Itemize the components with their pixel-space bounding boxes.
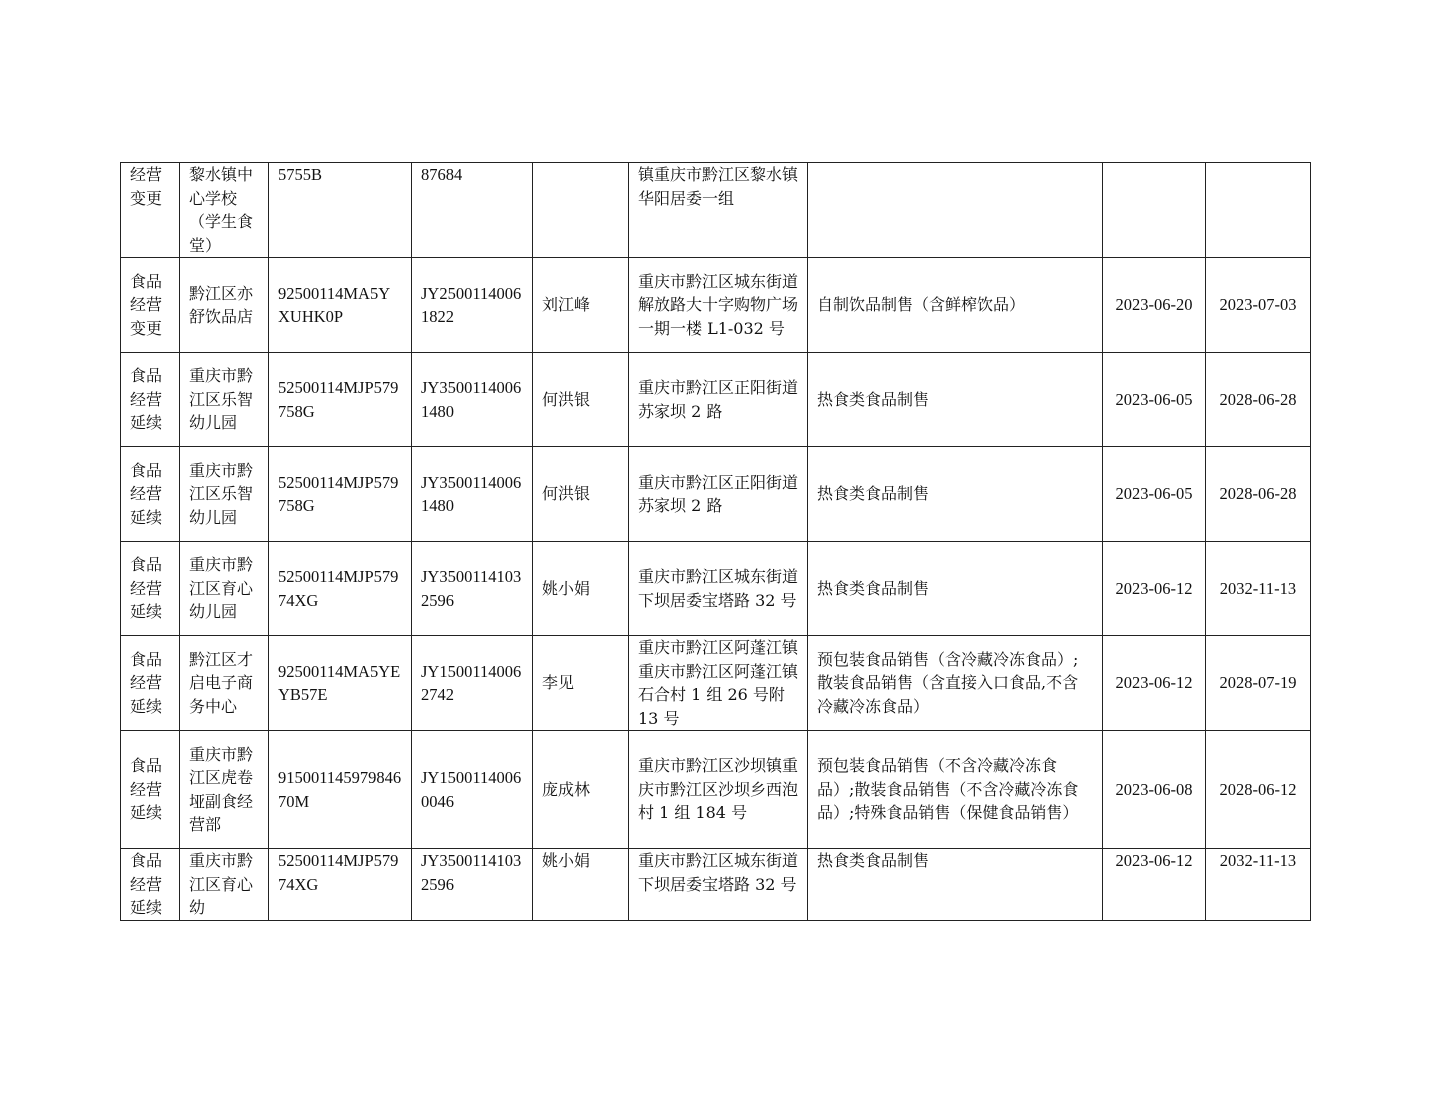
name-cell: 黎水镇中心学校（学生食堂） [180, 163, 269, 258]
credit-code-cell: 52500114MJP57974XG [269, 542, 412, 636]
person-cell: 何洪银 [533, 447, 629, 542]
address-cell: 重庆市黔江区城东街道解放路大十字购物广场一期一楼 L1-032 号 [629, 258, 808, 353]
person-cell: 姚小娟 [533, 542, 629, 636]
person-cell [533, 163, 629, 258]
type-cell: 食品经营延续 [121, 542, 180, 636]
issue-date-cell: 2023-06-05 [1103, 353, 1206, 447]
address-cell: 重庆市黔江区正阳街道苏家坝 2 路 [629, 447, 808, 542]
issue-date-cell: 2023-06-08 [1103, 731, 1206, 849]
name-cell: 黔江区亦舒饮品店 [180, 258, 269, 353]
person-cell: 刘江峰 [533, 258, 629, 353]
table-row [121, 163, 1311, 258]
issue-date-cell: 2023-06-12 [1103, 542, 1206, 636]
issue-date-cell [1103, 163, 1206, 258]
type-cell: 食品经营变更 [121, 258, 180, 353]
license-no-cell: JY35001140061480 [412, 353, 533, 447]
scope-cell: 预包装食品销售（含冷藏冷冻食品）;散装食品销售（含直接入口食品,不含冷藏冷冻食品） [808, 636, 1103, 731]
type-cell: 食品经营延续 [121, 849, 180, 921]
scope-cell: 热食类食品制售 [808, 353, 1103, 447]
address-cell: 镇重庆市黔江区黎水镇华阳居委一组 [629, 163, 808, 258]
license-no-cell: JY35001141032596 [412, 542, 533, 636]
license-no-cell: 87684 [412, 163, 533, 258]
expiry-date-cell [1206, 163, 1311, 258]
credit-code-cell: 92500114MA5YXUHK0P [269, 258, 412, 353]
type-cell: 食品经营延续 [121, 636, 180, 731]
license-no-cell: JY35001141032596 [412, 849, 533, 921]
license-no-cell: JY25001140061822 [412, 258, 533, 353]
name-cell: 黔江区才启电子商务中心 [180, 636, 269, 731]
scope-cell: 自制饮品制售（含鲜榨饮品） [808, 258, 1103, 353]
name-cell: 重庆市黔江区乐智幼儿园 [180, 353, 269, 447]
expiry-date-cell: 2028-06-28 [1206, 447, 1311, 542]
expiry-date-cell: 2028-06-28 [1206, 353, 1311, 447]
license-no-cell: JY15001140062742 [412, 636, 533, 731]
address-cell: 重庆市黔江区正阳街道苏家坝 2 路 [629, 353, 808, 447]
scope-cell: 热食类食品制售 [808, 542, 1103, 636]
table-row [121, 731, 1311, 849]
expiry-date-cell: 2032-11-13 [1206, 542, 1311, 636]
issue-date-cell: 2023-06-05 [1103, 447, 1206, 542]
expiry-date-cell: 2023-07-03 [1206, 258, 1311, 353]
credit-code-cell: 92500114MA5YEYB57E [269, 636, 412, 731]
license-no-cell: JY15001140060046 [412, 731, 533, 849]
person-cell: 姚小娟 [533, 849, 629, 921]
issue-date-cell: 2023-06-20 [1103, 258, 1206, 353]
table-row [121, 542, 1311, 636]
name-cell: 重庆市黔江区育心幼 [180, 849, 269, 921]
type-cell: 食品经营延续 [121, 447, 180, 542]
expiry-date-cell: 2032-11-13 [1206, 849, 1311, 921]
credit-code-cell: 52500114MJP579758G [269, 353, 412, 447]
table-row [121, 258, 1311, 353]
credit-code-cell: 52500114MJP579758G [269, 447, 412, 542]
person-cell: 庞成林 [533, 731, 629, 849]
scope-cell: 预包装食品销售（不含冷藏冷冻食品）;散装食品销售（不含冷藏冷冻食品）;特殊食品销售（保健食品销售） [808, 731, 1103, 849]
type-cell: 食品经营延续 [121, 353, 180, 447]
type-cell: 食品经营延续 [121, 731, 180, 849]
issue-date-cell: 2023-06-12 [1103, 849, 1206, 921]
table-row [121, 636, 1311, 731]
credit-code-cell: 52500114MJP57974XG [269, 849, 412, 921]
expiry-date-cell: 2028-07-19 [1206, 636, 1311, 731]
address-cell: 重庆市黔江区城东街道下坝居委宝塔路 32 号 [629, 849, 808, 921]
address-cell: 重庆市黔江区阿蓬江镇重庆市黔江区阿蓬江镇石合村 1 组 26 号附 13 号 [629, 636, 808, 731]
scope-cell: 热食类食品制售 [808, 849, 1103, 921]
name-cell: 重庆市黔江区虎卷垭副食经营部 [180, 731, 269, 849]
expiry-date-cell: 2028-06-12 [1206, 731, 1311, 849]
address-cell: 重庆市黔江区沙坝镇重庆市黔江区沙坝乡西泡村 1 组 184 号 [629, 731, 808, 849]
scope-cell: 热食类食品制售 [808, 447, 1103, 542]
type-cell: 经营变更 [121, 163, 180, 258]
table-row [121, 353, 1311, 447]
license-records-table [120, 162, 1311, 921]
credit-code-cell: 5755B [269, 163, 412, 258]
table-row [121, 849, 1311, 921]
credit-code-cell: 91500114597984670M [269, 731, 412, 849]
person-cell: 何洪银 [533, 353, 629, 447]
address-cell: 重庆市黔江区城东街道下坝居委宝塔路 32 号 [629, 542, 808, 636]
license-no-cell: JY35001140061480 [412, 447, 533, 542]
issue-date-cell: 2023-06-12 [1103, 636, 1206, 731]
person-cell: 李见 [533, 636, 629, 731]
name-cell: 重庆市黔江区育心幼儿园 [180, 542, 269, 636]
table-row [121, 447, 1311, 542]
name-cell: 重庆市黔江区乐智幼儿园 [180, 447, 269, 542]
scope-cell [808, 163, 1103, 258]
